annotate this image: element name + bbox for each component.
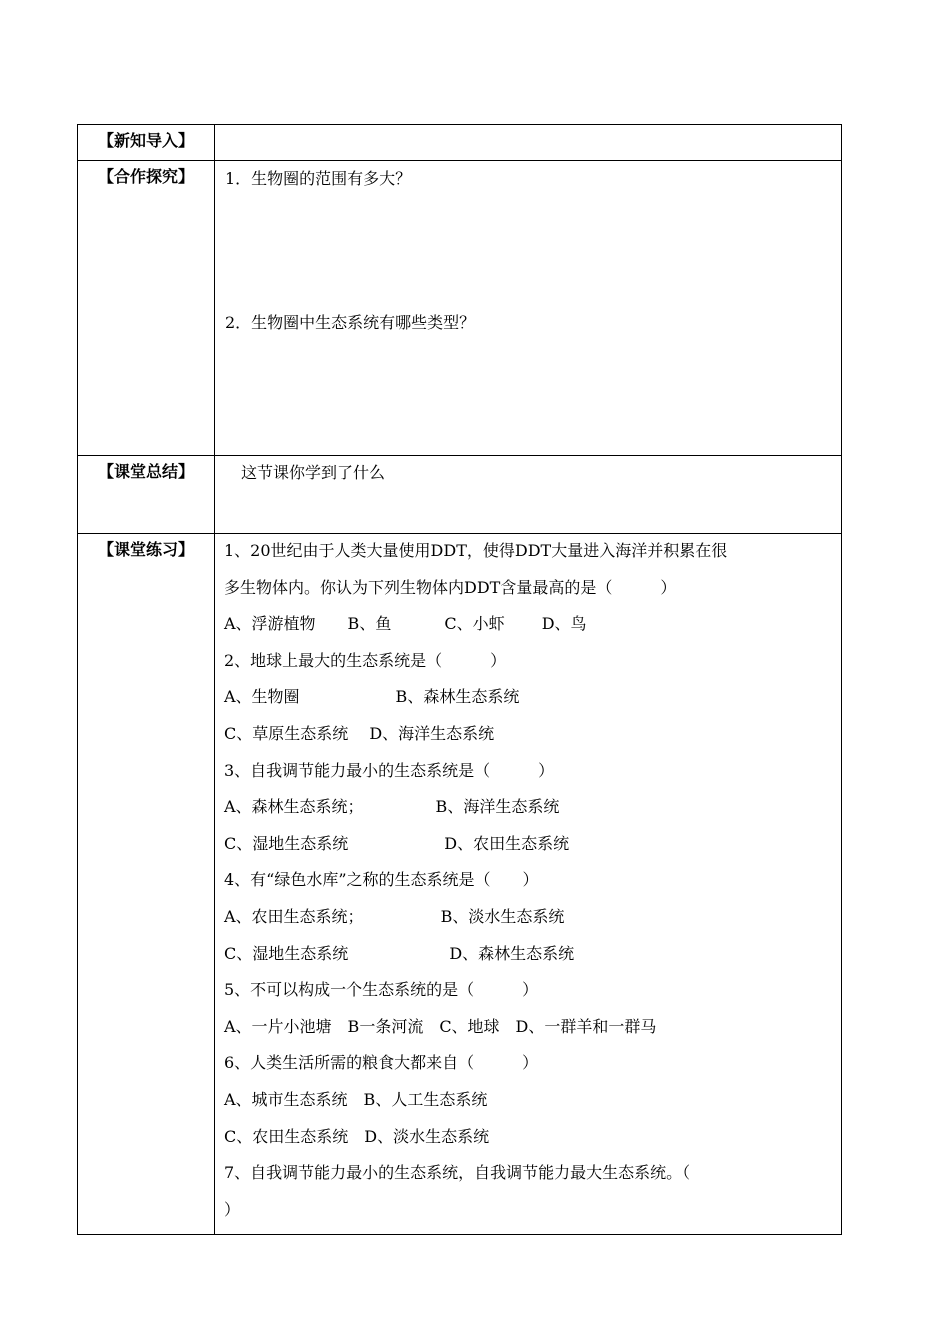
practice-line: 4、有“绿色水库”之称的生态系统是（ ）: [224, 870, 539, 890]
row-practice: [78, 534, 842, 1235]
practice-option-line: A、生物圈 B、森林生态系统: [224, 687, 520, 707]
practice-option-line: A、农田生态系统； B、淡水生态系统: [224, 906, 565, 926]
practice-line: 1、20世纪由于人类大量使用DDT，使得DDT大量进入海洋并积累在很: [224, 541, 728, 560]
practice-option-line: C、湿地生态系统 D、森林生态系统: [224, 943, 575, 963]
content-intro: [215, 125, 842, 161]
explore-question-1: 1．生物圈的范围有多大？: [225, 169, 412, 188]
practice-option-line: C、草原生态系统 D、海洋生态系统: [224, 723, 495, 743]
practice-line: 6、人类生活所需的粮食大都来自（ ）: [224, 1053, 539, 1073]
practice-line: 多生物体内。你认为下列生物体内DDT含量最高的是（ ）: [224, 577, 677, 597]
lesson-table: [77, 124, 842, 1235]
content-practice: [215, 534, 842, 1235]
label-summary: 【课堂总结】: [78, 456, 215, 534]
practice-option-line: A、森林生态系统； B、海洋生态系统: [224, 797, 560, 817]
practice-option-line: C、湿地生态系统 D、农田生态系统: [224, 833, 570, 853]
practice-option-line: A、一片小池塘 B一条河流 C、地球 D、一群羊和一群马: [224, 1016, 657, 1036]
practice-line: 2、地球上最大的生态系统是（ ）: [224, 650, 507, 670]
practice-line: 5、不可以构成一个生态系统的是（ ）: [224, 980, 539, 1000]
practice-option-line: C、农田生态系统 D、淡水生态系统: [224, 1126, 490, 1146]
content-summary: [215, 456, 842, 534]
practice-option-line: A、城市生态系统 B、人工生态系统: [224, 1089, 488, 1109]
practice-line: 3、自我调节能力最小的生态系统是（ ）: [224, 760, 555, 780]
label-practice: 【课堂练习】: [78, 534, 215, 1235]
practice-line: ）: [224, 1199, 241, 1219]
practice-line: 7、自我调节能力最小的生态系统，自我调节能力最大生态系统。（: [224, 1163, 691, 1183]
row-intro: [78, 125, 842, 161]
row-summary: [78, 456, 842, 534]
content-explore: [215, 161, 842, 456]
explore-question-2: 2．生物圈中生态系统有哪些类型？: [225, 313, 476, 332]
practice-option-line: A、浮游植物 B、鱼 C、小虾 D、鸟: [224, 614, 587, 634]
label-explore: 【合作探究】: [78, 161, 215, 456]
summary-prompt: 这节课你学到了什么: [241, 463, 386, 482]
worksheet: [77, 124, 841, 1235]
row-explore: [78, 161, 842, 456]
label-intro: 【新知导入】: [78, 125, 215, 161]
